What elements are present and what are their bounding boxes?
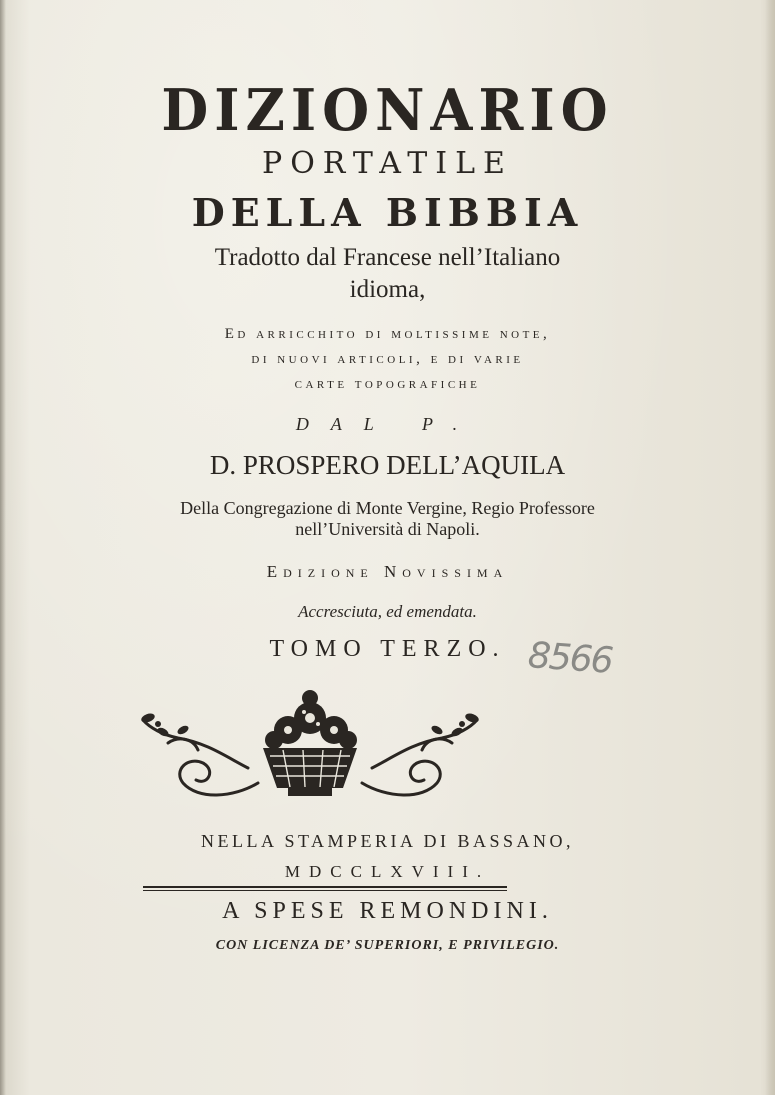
subtitle-translated: Tradotto dal Francese nell’Italiano [214, 244, 561, 271]
additions-line-3: carte topografiche [294, 376, 481, 392]
edition-note: Accresciuta, ed emendata. [298, 602, 477, 621]
imprint-press: NELLA STAMPERIA DI BASSANO, [200, 831, 575, 851]
volume-label: TOMO TERZO. [269, 636, 506, 662]
title-portatile: PORTATILE [262, 146, 513, 181]
subtitle-idioma: idioma, [349, 276, 426, 303]
divider-rule [143, 886, 507, 888]
imprint-license: CON LICENZA DE’ SUPERIORI, E PRIVILEGIO. [215, 938, 560, 953]
title-main: DIZIONARIO [161, 76, 614, 144]
divider-rule-thin [143, 890, 507, 891]
additions-line-1: Ed arricchito di moltissime note, [224, 326, 551, 342]
edition-label: Edizione Novissima [266, 562, 509, 581]
handwritten-shelf-number: 8566 [526, 635, 613, 682]
author-name: D. PROSPERO DELL’AQUILA [209, 450, 566, 480]
author-affiliation-1: Della Congregazione di Monte Vergine, Regio Professore [180, 498, 595, 518]
additions-line-2: di nuovi articoli, e di varie [251, 351, 524, 367]
imprint-publisher: A SPESE REMONDINI. [222, 898, 553, 924]
title-della-bibbia: DELLA BIBBIA [191, 190, 584, 235]
author-affiliation-2: nell’Università di Napoli. [295, 519, 480, 539]
author-prefix: DAL P. [295, 414, 480, 434]
basket-of-flowers-ornament-icon [138, 688, 482, 808]
imprint-year: MDCCLXVIII. [284, 862, 491, 881]
